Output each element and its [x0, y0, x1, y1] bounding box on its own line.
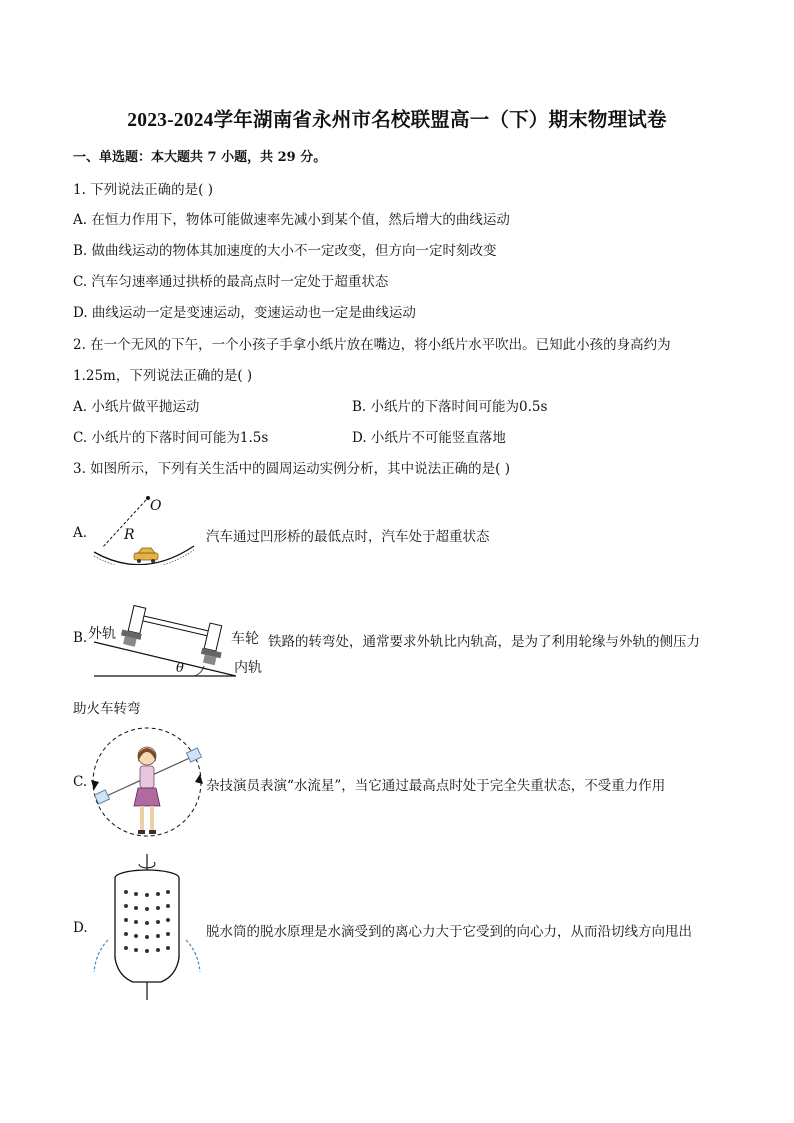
q2-option-d: D. 小纸片不可能竖直落地: [352, 430, 506, 446]
q1-option-a: A. 在恒力作用下，物体可能做速率先减小到某个值，然后增大的曲线运动: [73, 212, 510, 228]
q2-option-a: A. 小纸片做平抛运动: [73, 399, 200, 415]
water-spray-left: [94, 940, 108, 972]
spin-dryer-figure: [88, 852, 206, 1002]
q1-option-d: D. 曲线运动一定是变速运动，变速运动也一定是曲线运动: [73, 305, 416, 321]
q3-option-a-text: 汽车通过凹形桥的最低点时，汽车处于超重状态: [206, 529, 490, 545]
q3-option-c-label: C.: [73, 774, 88, 790]
concave-bridge-figure: [88, 490, 200, 565]
radius-label-r: R: [124, 527, 135, 543]
q3-option-a-label: A.: [73, 525, 88, 541]
center-label-o: O: [150, 498, 162, 514]
q3-option-b-label: B.: [73, 630, 88, 646]
q2-stem-line2: 1.25m，下列说法正确的是( ): [73, 368, 253, 384]
railway-curve-figure: [86, 596, 266, 680]
q3-option-d-text: 脱水筒的脱水原理是水滴受到的离心力大于它受到的向心力，从而沿切线方向甩出: [206, 924, 692, 940]
q2-option-b: B. 小纸片的下落时间可能为0.5s: [352, 399, 548, 415]
water-spray-right: [186, 940, 200, 972]
wheel-label: 车轮: [231, 631, 259, 647]
inner-rail-label: 内轨: [234, 660, 262, 676]
rotation-arrow-icon: [91, 780, 99, 790]
page-title: 2023-2024学年湖南省永州市名校联盟高一（下）期末物理试卷: [127, 110, 667, 131]
car-icon: [134, 548, 158, 563]
section-heading: 一、单选题：本大题共 7 小题，共 29 分。: [73, 150, 327, 165]
q3-option-b-text-cont: 助火车转弯: [73, 701, 141, 717]
q1-option-b: B. 做曲线运动的物体其加速度的大小不一定改变，但方向一定时刻改变: [73, 243, 497, 259]
q3-option-b-text: 铁路的转弯处，通常要求外轨比内轨高，是为了利用轮缘与外轨的侧压力: [268, 634, 700, 650]
rotation-arrow-icon: [195, 774, 203, 784]
q1-stem: 1. 下列说法正确的是( ): [73, 182, 213, 198]
q1-option-c: C. 汽车匀速率通过拱桥的最高点时一定处于超重状态: [73, 274, 389, 290]
q2-stem-line1: 2. 在一个无风的下午，一个小孩子手拿小纸片放在嘴边，将小纸片水平吹出。已知此小孩的身高约为: [73, 337, 671, 353]
q3-option-c-text: 杂技演员表演“水流星”，当它通过最高点时处于完全失重状态，不受重力作用: [206, 778, 666, 794]
performer-icon: [134, 747, 160, 834]
outer-rail-label: 外轨: [88, 626, 116, 642]
q3-option-d-label: D.: [73, 920, 88, 936]
q2-option-c: C. 小纸片的下落时间可能为1.5s: [73, 430, 269, 446]
water-meteor-figure: [88, 722, 206, 844]
angle-label-theta: θ: [176, 661, 184, 676]
q3-stem: 3. 如图所示，下列有关生活中的圆周运动实例分析，其中说法正确的是( ): [73, 461, 510, 477]
